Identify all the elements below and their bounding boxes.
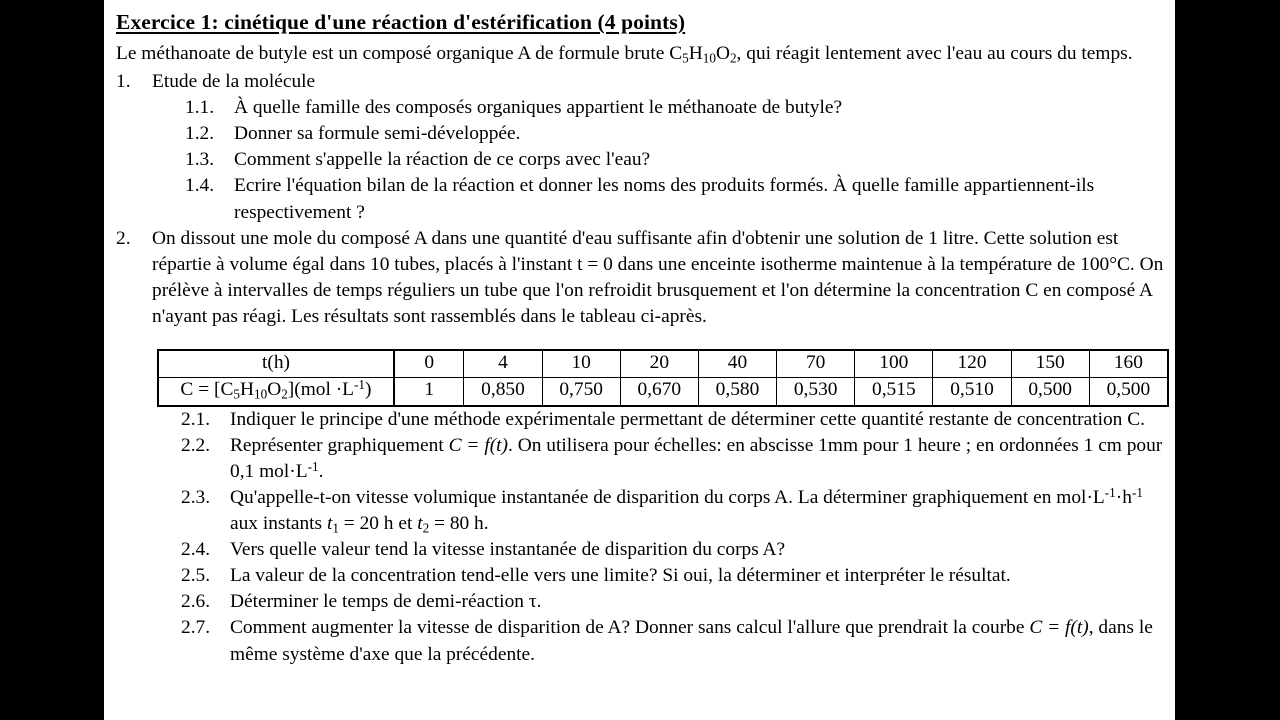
t1-value: = 20 h et (338, 513, 418, 535)
section-2-number: 2. (116, 227, 131, 249)
item-23-part1: Qu'appelle-t-on vitesse volumique instantanée de disparition du corps A. La déterminer graphiquement en mol (230, 486, 1087, 508)
subitem-number: 2.4. (181, 539, 211, 561)
unit-hour-exponent: -1 (1131, 485, 1143, 501)
label-sub-5: 5 (233, 387, 240, 403)
formula-sub-2: 2 (729, 50, 737, 66)
section-1-subitems (185, 95, 1169, 225)
subitem-text: À quelle famille des composés organiques appartient le méthanoate de butyle? (234, 97, 843, 119)
instant-t1 (327, 513, 417, 534)
section-2-subitems (181, 407, 1169, 668)
label-element-c: C (220, 379, 234, 401)
subitem-number: 2.6. (181, 591, 211, 613)
unit-hour: h (1122, 486, 1132, 508)
table-cell-concentration: 0,750 (542, 378, 620, 406)
table-cell-time: 4 (464, 350, 542, 378)
list-item (185, 121, 1169, 147)
label-sub-2: 2 (281, 387, 288, 403)
unit-exponent: -1 (307, 458, 319, 474)
subitem-text: Indiquer le principe d'une méthode expérimentale permettant de déterminer cette quantité restante de concentration C. (230, 408, 1146, 430)
label-element-h: H (239, 379, 254, 401)
table-cell-time: 120 (933, 350, 1011, 378)
subitem-text (230, 615, 1169, 667)
unit-separator-2: · (1115, 486, 1123, 508)
subitem-number: 2.2. (181, 434, 211, 456)
document-page (104, 0, 1175, 720)
table-row-concentration (158, 378, 1168, 406)
intro-text-after-formula: , qui réagit lentement avec l'eau au cours du temps. (736, 43, 1133, 65)
table-cell-time: 160 (1089, 350, 1168, 378)
table-cell-concentration: 0,530 (777, 378, 855, 406)
unit-litre: L (295, 460, 308, 482)
table-cell-concentration: 0,500 (1011, 378, 1089, 406)
subitem-number: 1.1. (185, 97, 215, 119)
label-sub-10: 10 (254, 387, 268, 403)
item-22-unit (289, 458, 319, 482)
list-item (181, 433, 1169, 485)
molecular-formula (669, 43, 736, 64)
table-cell-concentration: 0,670 (620, 378, 698, 406)
list-item (185, 95, 1169, 121)
table-cell-time: 10 (542, 350, 620, 378)
item-22-part3: . (318, 460, 324, 482)
subitem-number: 2.3. (181, 486, 211, 508)
subitem-text: Ecrire l'équation bilan de la réaction et donner les noms des produits formés. À quelle famille appartiennent-ils respectivement ? (234, 175, 1095, 223)
section-1-number: 1. (116, 71, 131, 93)
t1-symbol: t (326, 513, 333, 535)
concentration-data-table (157, 349, 1169, 407)
row-label-time: t(h) (158, 350, 394, 378)
list-item (181, 563, 1169, 589)
subitem-text (230, 433, 1169, 485)
table-cell-time: 20 (620, 350, 698, 378)
subitem-number: 2.1. (181, 408, 211, 430)
item-27-part2: , dans le même système d'axe que la précédente. (230, 617, 1153, 665)
unit-separator: · (1086, 486, 1093, 508)
formula-element-h: H (688, 43, 703, 65)
table-cell-concentration: 0,500 (1089, 378, 1168, 406)
formula-sub-10: 10 (702, 50, 716, 66)
item-27-part1: Comment augmenter la vitesse de disparition de A? Donner sans calcul l'allure que prendrait la courbe (230, 617, 1030, 639)
formula-element-o: O (715, 43, 730, 65)
subitem-text: La valeur de la concentration tend-elle vers une limite? Si oui, la déterminer et interpréter le résultat. (230, 565, 1011, 587)
exercise-list (116, 69, 1169, 668)
instant-t2 (417, 513, 488, 534)
formula-sub-5: 5 (682, 50, 689, 66)
unit-litre-exponent: -1 (1104, 485, 1116, 501)
item-27-math: C = f(t) (1029, 617, 1089, 639)
list-item (181, 589, 1169, 615)
subitem-text: Comment s'appelle la réaction de ce corps avec l'eau? (234, 149, 651, 171)
section-2-paragraph: On dissout une mole du composé A dans une quantité d'eau suffisante afin d'obtenir une solution de 1 litre. Cette solution est répartie à volume égal dans 10 tubes, placés à l'instant t = 0 dans une enceinte isotherme maintenue à la température de 100°C. On prélève à intervalles de temps réguliers un tube que l'on refroidit brusquement et l'on détermine la concentration C en composé A n'ayant pas réagi. Les résultats sont rassemblés dans le tableau ci-après. (152, 227, 1164, 327)
section-1-heading: Etude de la molécule (152, 71, 316, 93)
unit-litre: L (1092, 486, 1105, 508)
label-unit-exponent: -1 (354, 377, 366, 393)
list-item-section-1 (116, 69, 1169, 226)
subitem-text: Déterminer le temps de demi-réaction τ. (230, 591, 542, 613)
subitem-number: 1.3. (185, 149, 215, 171)
item-23-part2: aux instants (230, 513, 327, 535)
list-item-section-2 (116, 226, 1169, 668)
table-cell-time: 0 (394, 350, 464, 378)
t1-subscript: 1 (332, 520, 339, 536)
formula-element-c: C (669, 43, 683, 65)
t2-symbol: t (417, 513, 423, 535)
table-cell-time: 100 (855, 350, 933, 378)
list-item (185, 147, 1169, 173)
t2-subscript: 2 (422, 520, 430, 536)
item-22-math: C = f(t) (448, 434, 509, 456)
list-item (181, 615, 1169, 667)
list-item (181, 485, 1169, 537)
list-item (181, 537, 1169, 563)
table-row-time (158, 350, 1168, 378)
t2-value: = 80 h. (429, 513, 489, 535)
subitem-text (230, 485, 1169, 537)
item-22-part1: Représenter graphiquement (230, 434, 449, 456)
intro-paragraph (116, 41, 1156, 67)
item-23-unit (1086, 487, 1143, 508)
table-cell-concentration: 1 (394, 378, 464, 406)
subitem-number: 2.7. (181, 617, 211, 639)
unit-separator: · (289, 460, 296, 482)
page-title: Exercice 1: cinétique d'une réaction d'estérification (4 points) (116, 10, 686, 34)
table-cell-concentration: 0,510 (933, 378, 1011, 406)
table-cell-time: 150 (1011, 350, 1089, 378)
subitem-number: 1.2. (185, 123, 215, 145)
data-table-wrapper (157, 349, 1169, 407)
intro-text-before-formula: Le méthanoate de butyle est un composé organique A de formule brute (116, 43, 670, 65)
subitem-number: 1.4. (185, 175, 215, 197)
table-cell-concentration: 0,580 (698, 378, 776, 406)
table-cell-concentration: 0,850 (464, 378, 542, 406)
list-item (185, 173, 1169, 225)
item-22-part2: . On utilisera pour échelles: en abscisse 1mm pour 1 heure ; en ordonnées 1 cm pour 0,1 mol (230, 434, 1163, 482)
list-item (181, 407, 1169, 433)
subitem-text: Donner sa formule semi-développée. (234, 123, 521, 145)
table-cell-concentration: 0,515 (855, 378, 933, 406)
table-cell-time: 40 (698, 350, 776, 378)
subitem-number: 2.5. (181, 565, 211, 587)
label-element-o: O (267, 379, 282, 401)
table-cell-time: 70 (777, 350, 855, 378)
row-label-concentration: $C = [C_5H_{10}O_2](mol \cdot L^{-1})$ (158, 378, 394, 406)
subitem-text: Vers quelle valeur tend la vitesse instantanée de disparition du corps A? (230, 539, 786, 561)
